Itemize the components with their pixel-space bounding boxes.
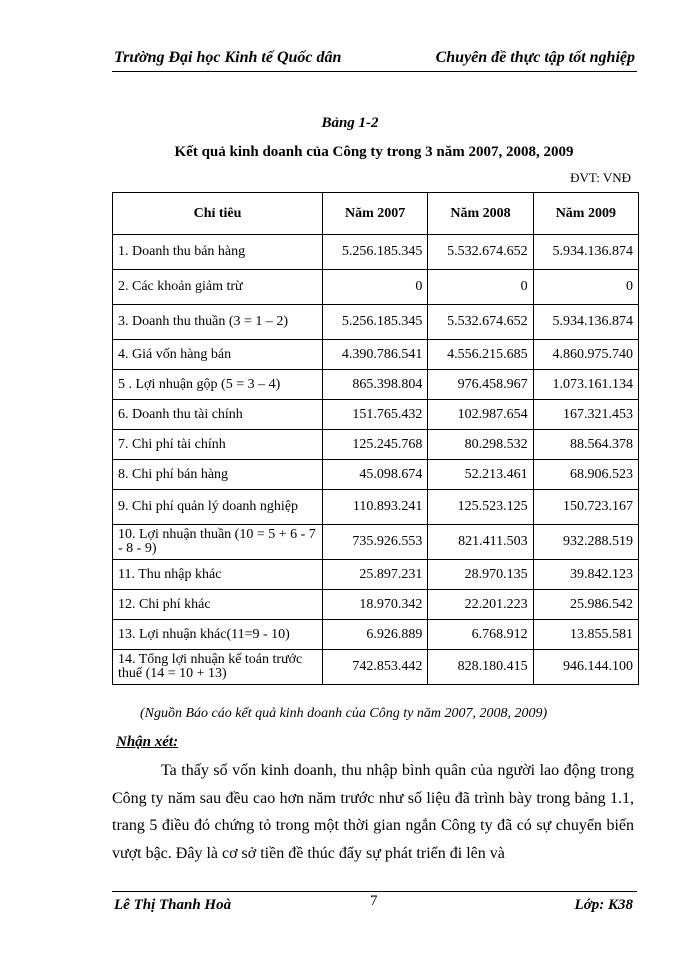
value-2008: 821.411.503 bbox=[428, 525, 533, 560]
value-2009: 68.906.523 bbox=[533, 460, 638, 490]
remark-heading: Nhận xét: bbox=[116, 734, 179, 750]
unit-label: ĐVT: VNĐ bbox=[570, 170, 631, 185]
value-2007: 6.926.889 bbox=[323, 620, 428, 650]
value-2008: 5.532.674.652 bbox=[428, 235, 533, 270]
table-title: Kết quả kinh doanh của Công ty trong 3 năm 2007, 2008, 2009 bbox=[174, 144, 574, 160]
page-number: 7 bbox=[370, 893, 378, 909]
footer-class: Lớp: K38 bbox=[574, 897, 633, 913]
value-2007: 735.926.553 bbox=[323, 525, 428, 560]
value-2009: 932.288.519 bbox=[533, 525, 638, 560]
column-header-indicator: Chỉ tiêu bbox=[113, 193, 323, 235]
table-row bbox=[113, 340, 639, 370]
value-2007: 865.398.804 bbox=[323, 370, 428, 400]
row-label: 12. Chi phí khác bbox=[113, 590, 323, 620]
table-row bbox=[113, 400, 639, 430]
footer-author: Lê Thị Thanh Hoà bbox=[114, 897, 232, 913]
column-header-2007: Năm 2007 bbox=[323, 193, 428, 235]
value-2007: 5.256.185.345 bbox=[323, 305, 428, 340]
row-label: 13. Lợi nhuận khác(11=9 - 10) bbox=[113, 620, 323, 650]
column-header-2008: Năm 2008 bbox=[428, 193, 533, 235]
value-2007: 151.765.432 bbox=[323, 400, 428, 430]
row-label: 3. Doanh thu thuần (3 = 1 – 2) bbox=[113, 305, 323, 340]
table-row bbox=[113, 235, 639, 270]
table-row bbox=[113, 560, 639, 590]
value-2008: 80.298.532 bbox=[428, 430, 533, 460]
value-2008: 22.201.223 bbox=[428, 590, 533, 620]
value-2009: 167.321.453 bbox=[533, 400, 638, 430]
value-2009: 150.723.167 bbox=[533, 490, 638, 525]
value-2008: 4.556.215.685 bbox=[428, 340, 533, 370]
value-2009: 0 bbox=[533, 270, 638, 305]
value-2009: 39.842.123 bbox=[533, 560, 638, 590]
row-label: 9. Chi phí quản lý doanh nghiệp bbox=[113, 490, 323, 525]
table-row bbox=[113, 270, 639, 305]
value-2008: 5.532.674.652 bbox=[428, 305, 533, 340]
column-header-2009: Năm 2009 bbox=[533, 193, 638, 235]
value-2007: 25.897.231 bbox=[323, 560, 428, 590]
value-2009: 1.073.161.134 bbox=[533, 370, 638, 400]
value-2007: 4.390.786.541 bbox=[323, 340, 428, 370]
page-footer bbox=[112, 891, 637, 918]
table-source-note: (Nguồn Báo cáo kết quả kinh doanh của Công ty năm 2007, 2008, 2009) bbox=[140, 706, 548, 721]
table-row bbox=[113, 650, 639, 685]
table-number: Bảng 1-2 bbox=[321, 115, 379, 131]
row-label: 14. Tổng lợi nhuận kế toán trước thuế (14 = 10 + 13) bbox=[113, 650, 323, 685]
header-university: Trường Đại học Kinh tế Quốc dân bbox=[114, 49, 342, 66]
value-2007: 5.256.185.345 bbox=[323, 235, 428, 270]
value-2009: 13.855.581 bbox=[533, 620, 638, 650]
value-2009: 5.934.136.874 bbox=[533, 235, 638, 270]
row-label: 2. Các khoản giảm trừ bbox=[113, 270, 323, 305]
row-label: 1. Doanh thu bán hàng bbox=[113, 235, 323, 270]
table-row bbox=[113, 305, 639, 340]
row-label: 5 . Lợi nhuận gộp (5 = 3 – 4) bbox=[113, 370, 323, 400]
value-2009: 4.860.975.740 bbox=[533, 340, 638, 370]
row-label: 4. Giá vốn hàng bán bbox=[113, 340, 323, 370]
table-row bbox=[113, 370, 639, 400]
value-2007: 0 bbox=[323, 270, 428, 305]
value-2008: 976.458.967 bbox=[428, 370, 533, 400]
value-2008: 52.213.461 bbox=[428, 460, 533, 490]
row-label: 7. Chi phí tài chính bbox=[113, 430, 323, 460]
table-row bbox=[113, 590, 639, 620]
row-label: 10. Lợi nhuận thuần (10 = 5 + 6 - 7 - 8 - 9) bbox=[113, 525, 323, 560]
page-header bbox=[112, 47, 637, 72]
value-2007: 125.245.768 bbox=[323, 430, 428, 460]
row-label: 8. Chi phí bán hàng bbox=[113, 460, 323, 490]
body-paragraph-block bbox=[112, 757, 634, 867]
value-2008: 28.970.135 bbox=[428, 560, 533, 590]
row-label: 6. Doanh thu tài chính bbox=[113, 400, 323, 430]
value-2007: 18.970.342 bbox=[323, 590, 428, 620]
value-2009: 25.986.542 bbox=[533, 590, 638, 620]
value-2007: 110.893.241 bbox=[323, 490, 428, 525]
value-2008: 828.180.415 bbox=[428, 650, 533, 685]
value-2008: 0 bbox=[428, 270, 533, 305]
value-2007: 45.098.674 bbox=[323, 460, 428, 490]
table-row bbox=[113, 620, 639, 650]
value-2009: 5.934.136.874 bbox=[533, 305, 638, 340]
row-label: 11. Thu nhập khác bbox=[113, 560, 323, 590]
table-header-row bbox=[113, 193, 639, 235]
value-2008: 6.768.912 bbox=[428, 620, 533, 650]
table-row bbox=[113, 490, 639, 525]
body-paragraph: Ta thấy số vốn kinh doanh, thu nhập bình quân của người lao động trong Công ty năm sau đều cao hơn năm trước như số liệu đã trình bày trong bảng 1.1, trang 5 điều đó chứng tỏ trong một thời gian ngắn Công ty đã có sự chuyển biến vượt bậc. Đây là cơ sở tiền đề thúc đẩy sự phát triển đi lên và bbox=[112, 762, 634, 862]
value-2008: 102.987.654 bbox=[428, 400, 533, 430]
value-2008: 125.523.125 bbox=[428, 490, 533, 525]
value-2009: 946.144.100 bbox=[533, 650, 638, 685]
business-results-table bbox=[112, 192, 639, 685]
table-row bbox=[113, 460, 639, 490]
table-row bbox=[113, 430, 639, 460]
value-2009: 88.564.378 bbox=[533, 430, 638, 460]
table-row bbox=[113, 525, 639, 560]
header-report-type: Chuyên đề thực tập tốt nghiệp bbox=[435, 49, 635, 66]
value-2007: 742.853.442 bbox=[323, 650, 428, 685]
